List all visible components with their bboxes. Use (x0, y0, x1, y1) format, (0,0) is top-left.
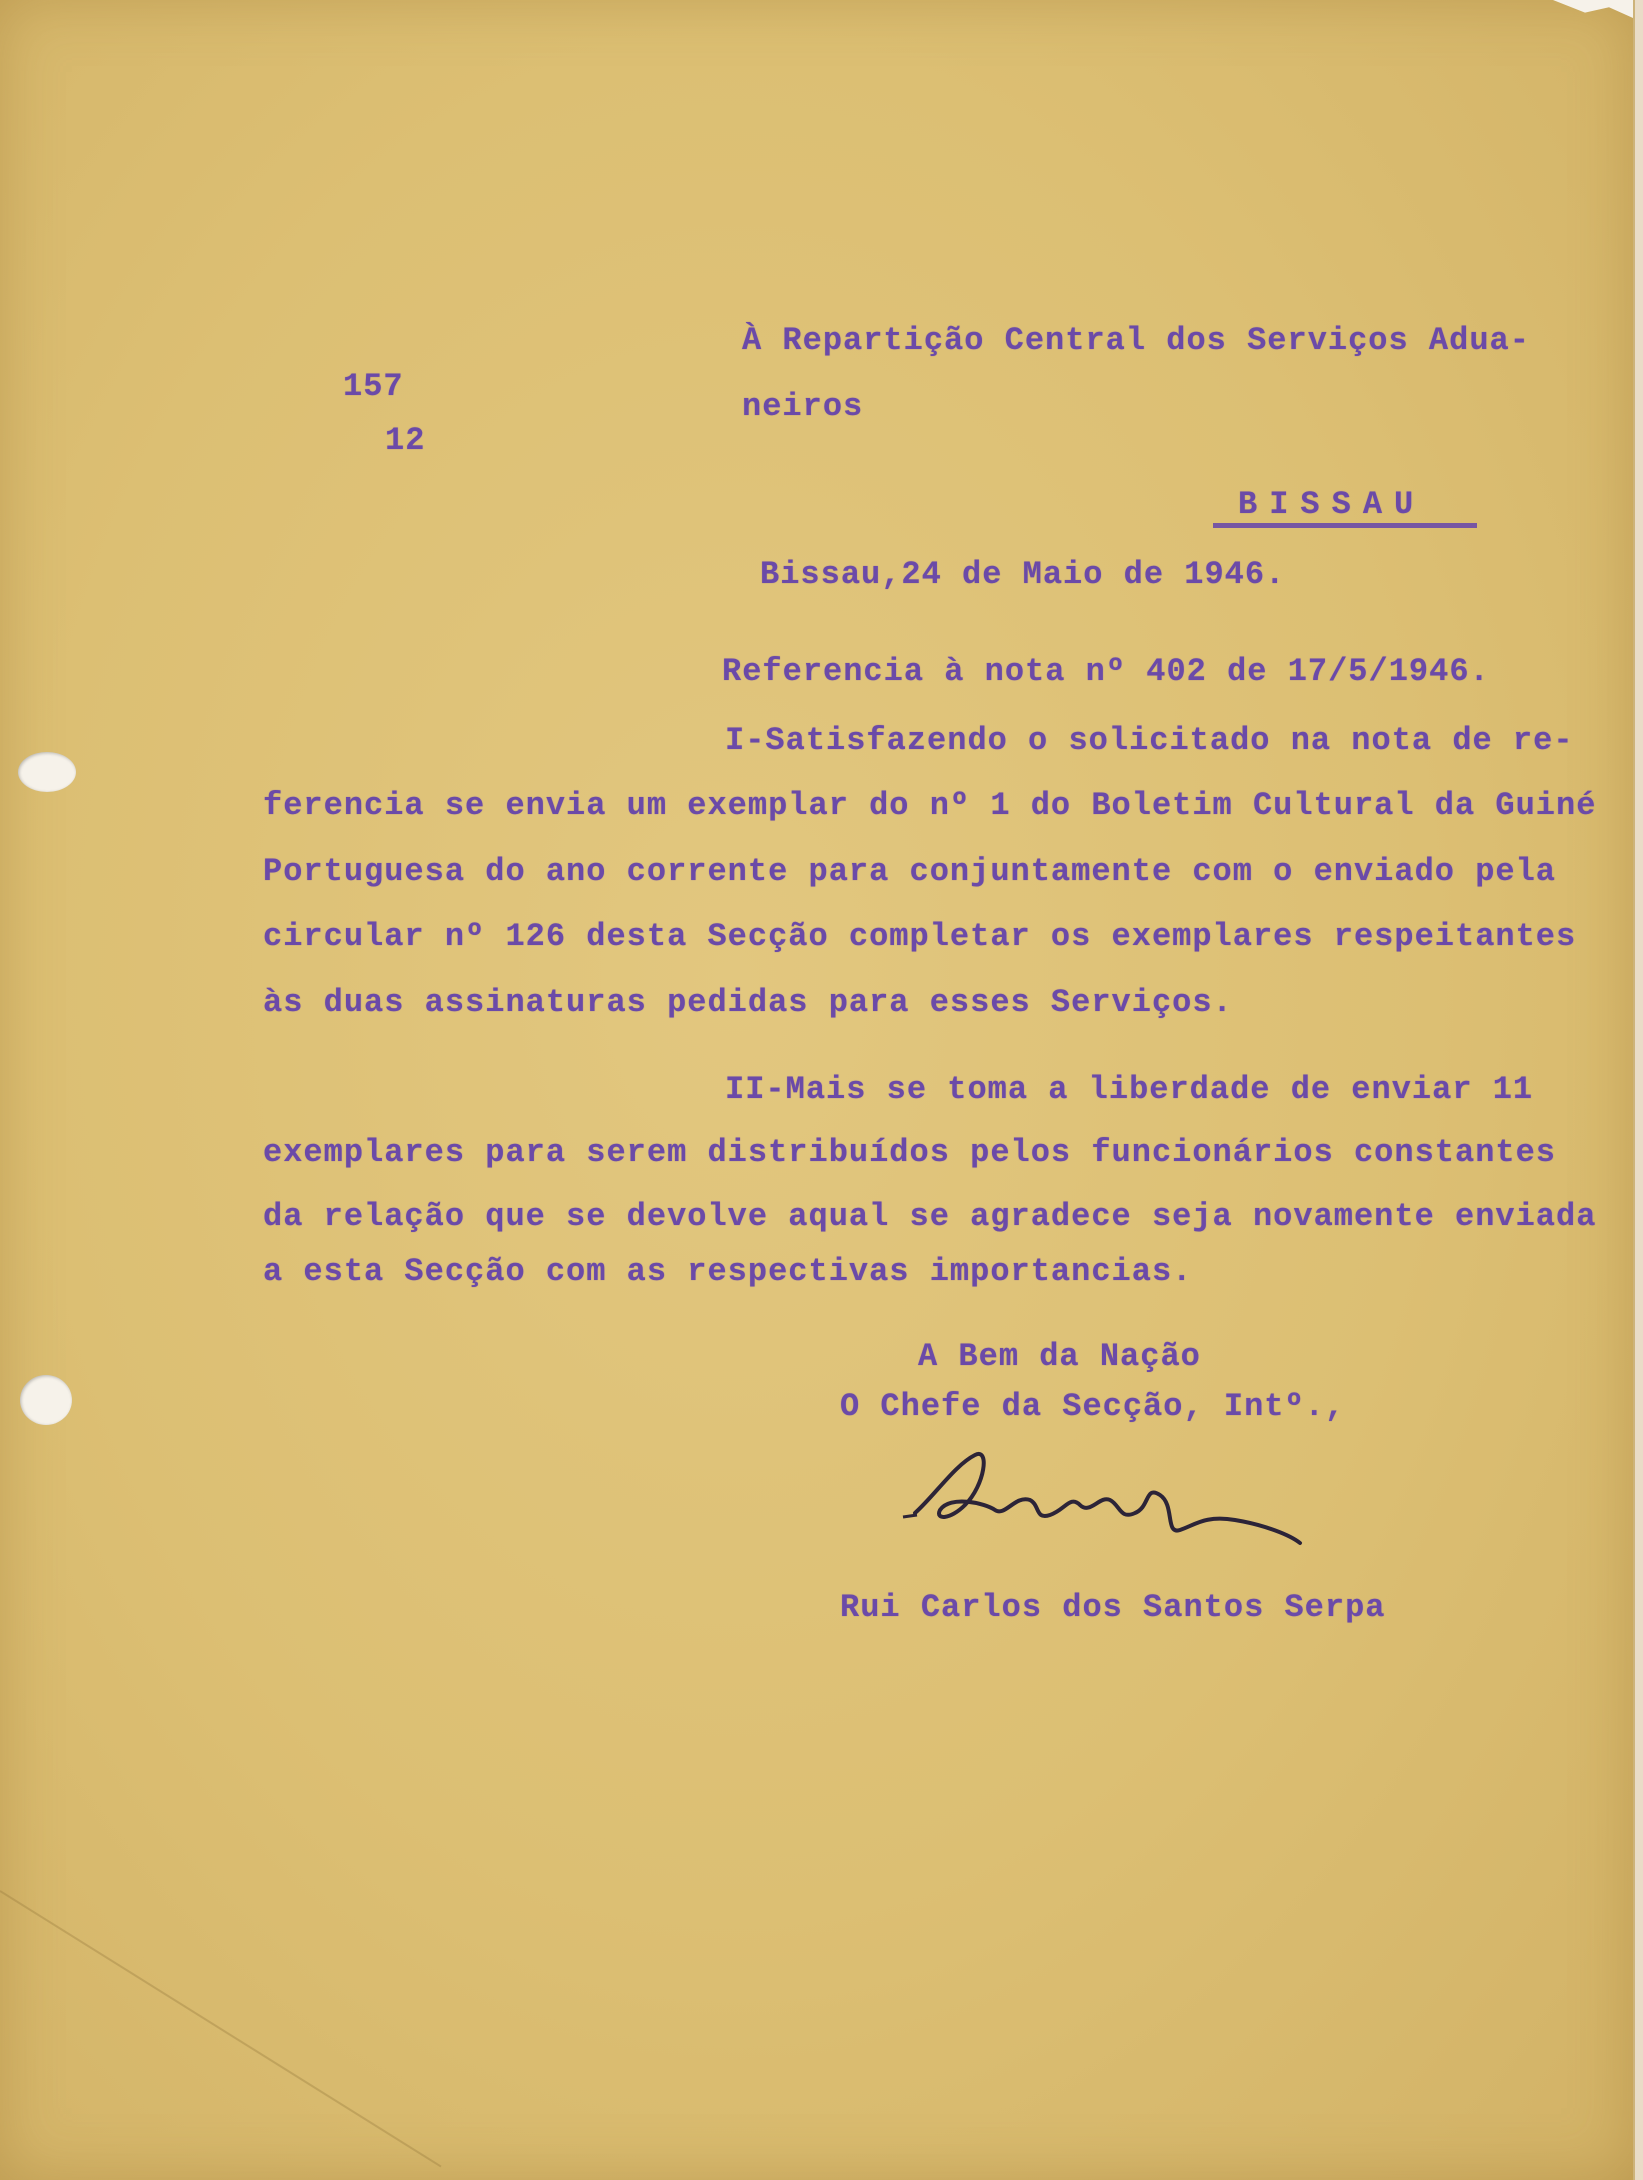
paragraph1-line: Portuguesa do ano corrente para conjuntamente com o enviado pela (263, 853, 1556, 890)
recipient-city: BISSAU (1238, 486, 1426, 523)
punch-hole (18, 752, 76, 792)
letter-date: Bissau,24 de Maio de 1946. (760, 556, 1286, 593)
paragraph1-line: circular nº 126 desta Secção completar os exemplares respeitantes (263, 918, 1577, 955)
city-underline (1213, 523, 1477, 528)
recipient-line-1: À Repartição Central dos Serviços Adua- (742, 322, 1530, 359)
paragraph2-line: da relação que se devolve aqual se agradece seja novamente enviada (263, 1198, 1597, 1235)
paragraph1-line: às duas assinaturas pedidas para esses Serviços. (263, 984, 1233, 1021)
ref-number-2: 12 (385, 422, 426, 459)
paper-crease (0, 1890, 442, 2167)
closing-line-2: O Chefe da Secção, Intº., (840, 1388, 1346, 1425)
paragraph2-line: exemplares para serem distribuídos pelos funcionários constantes (263, 1134, 1556, 1171)
paragraph2-line: II-Mais se toma a liberdade de enviar 11 (725, 1071, 1534, 1108)
paragraph2-line: a esta Secção com as respectivas importancias. (263, 1253, 1193, 1290)
ref-number-1: 157 (343, 368, 404, 405)
torn-corner (1553, 0, 1633, 18)
signatory-name: Rui Carlos dos Santos Serpa (840, 1589, 1386, 1626)
punch-hole (20, 1375, 72, 1425)
recipient-line-2: neiros (742, 388, 864, 425)
closing-line-1: A Bem da Nação (918, 1338, 1201, 1375)
signature (895, 1425, 1315, 1565)
reference-line: Referencia à nota nº 402 de 17/5/1946. (722, 653, 1490, 690)
paragraph1-line: I-Satisfazendo o solicitado na nota de re- (725, 722, 1574, 759)
paragraph1-line: ferencia se envia um exemplar do nº 1 do Boletim Cultural da Guiné (263, 787, 1597, 824)
